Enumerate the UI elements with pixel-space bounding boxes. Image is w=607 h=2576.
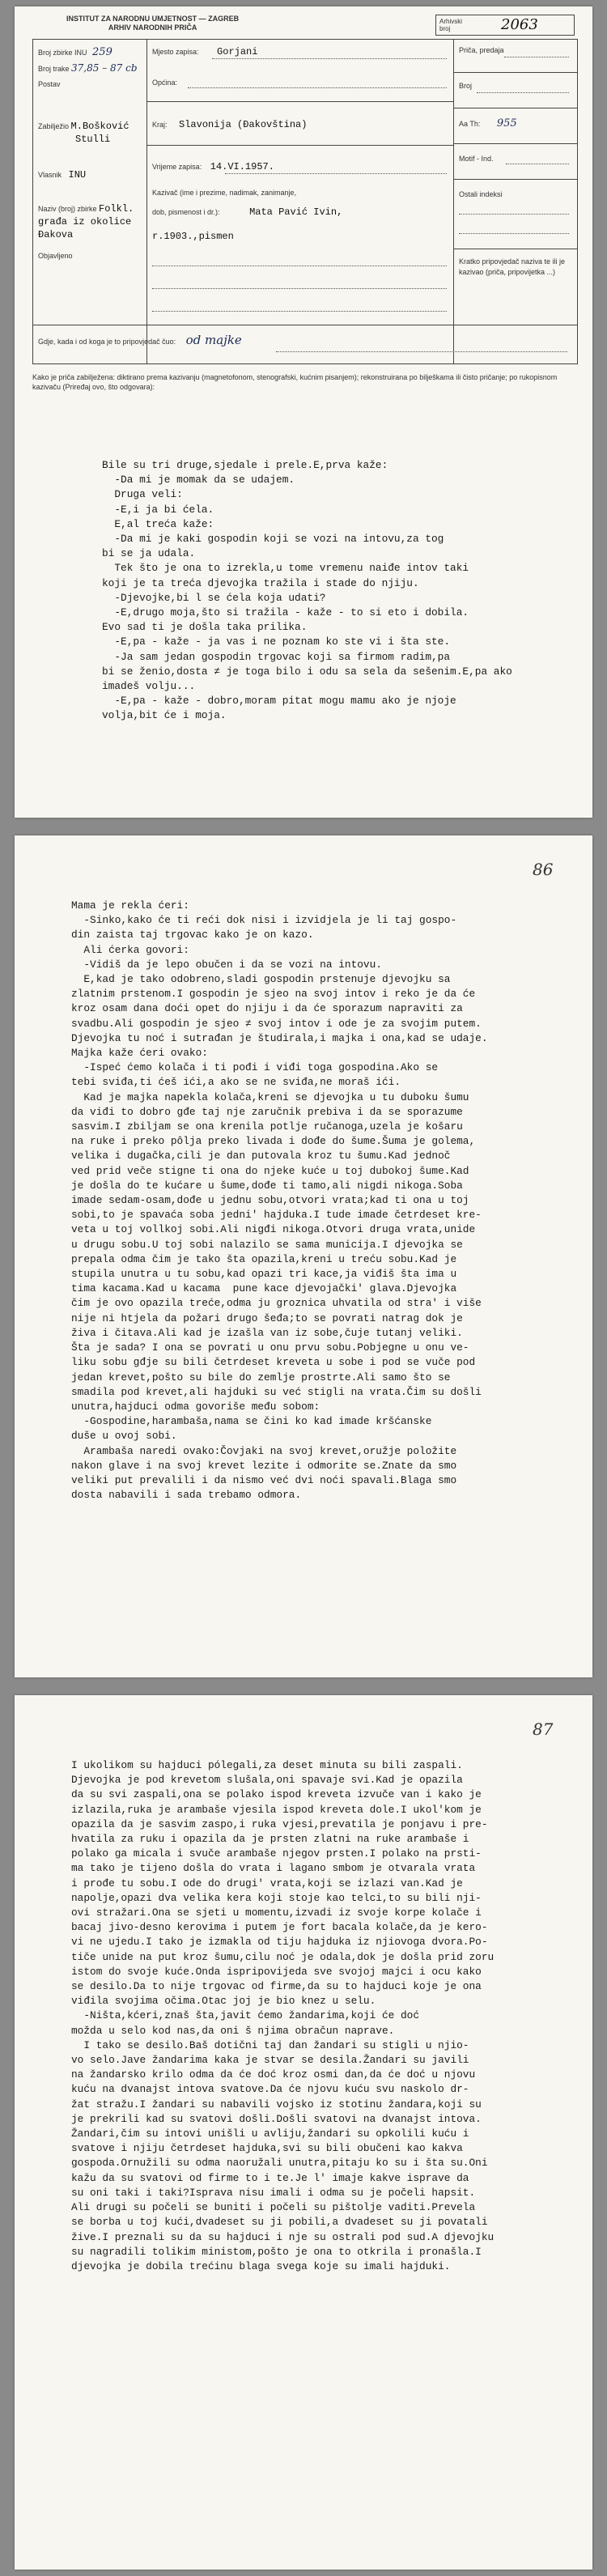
naziv-label: Naziv (broj) zbirke [38,205,97,213]
archive-number-box [435,15,575,36]
vrijeme-label: Vrijeme zapisa: [152,163,202,171]
archive-label: Arhivski [439,18,463,25]
form-column-center [147,40,454,363]
motiv-label: Motif - Ind. [459,155,494,163]
kraj-value: Slavonija (Đakovština) [179,119,308,130]
recording-note: Kako je priča zabilježena: diktirano prema kazivanju (magnetofonom, stenografski, kućnim pisanjem); rekonstruirana po bilješkama ili čisto pričanje; po rukopisnom kazivaču (Priređaj ovo, što odgovara): [32,373,558,391]
trake-value: 37,85 – 87 cb [71,62,138,74]
form-column-left [33,40,147,363]
document-page-2 [15,835,592,1677]
archive-name: ARHIV NARODNIH PRIČA [108,23,197,32]
kratko-label: Kratko pripovjedač naziva te ili je kazivao (priča, pripovijetka ...) [459,257,566,276]
mjesto-value: Gorjani [217,46,258,57]
mjesto-label: Mjesto zapisa: [152,48,199,56]
objavljeno-label: Objavljeno [38,252,73,260]
aath-label: Aa Th: [459,120,481,128]
document-page-3 [15,1695,592,2570]
page-number-87: 87 [533,1719,554,1739]
postav-label: Postav [38,80,61,88]
broj-label: Broj [459,82,473,90]
trake-label: Broj trake [38,65,70,73]
gdje-label: Gdje, kada i od koga je to pripovjedač čuo: [38,338,176,346]
naziv-value: Folkl. [99,203,134,215]
institute-header [66,15,239,32]
form-column-right [454,40,577,363]
kazivac-value: Mata Pavić Ivin, [249,206,343,218]
kazivac-value-2: r.1903.,pismen [152,231,234,242]
document-page-1 [15,6,592,818]
opcina-label: Općina: [152,79,178,87]
prica-label: Priča, predaja [459,46,504,54]
gdje-value: od majke [185,333,242,347]
kraj-label: Kraj: [152,121,168,129]
story-text-page-2: Mama je rekla ćeri: -Sinko,kako će ti reći dok nisi i izvidjela je li taj gospo- din zaista taj trgovac kako je on kazo. Ali ćerka govori: -Vidiš da je lepo obučen i da se vozi na intovu. E,kad je tako odobreno,sladi gospodin prstenuje djevojku sa zlatnim prstenom.I gospodin je sjeo na svoj intov i reko je da će kroz osam dana doći opet do njiju i da će sporazum napraviti za svadbu.Ali gospodin je sjeo ≠ svoj intov i ode je za svojim putem. Djevojka tu noć i sutrađan je študirala,i majka i ona,kad se udaje. Majka kaže ćeri ovako: -Ispeć ćemo kolača i ti pođi i viđi toga gospodina.Ako se tebi sviđa,ti ćeš ići,a ako se ne sviđa,ne moraš ići. Kad je majka napekla kolača,kreni se djevojka u tu duboku šumu da viđi to dobro gđe taj nje zaručnik prebiva i da se sporazume sasvim.I zbiljam se ona krenila potlje ručanoga,uzela je košaru na ruke i preko pôlja preko livada i dođe do šume.Šuma je golema, velika i dugačka,cili je dan putovala kroz tu šumu.Kad jednoč ved prid veče stigne ti ona do njeke kuće u toj dubokoj šume.Kad je došla do te kućare u šume,dođe ti tamo,ali nigdi nikoga.Soba imade sedam-osam,dođe u jednu sobu,otvori vrata;kad ti ona u toj sobi,to je spavaća soba jedni' hajduka.I tude imade četrdeset kre- veta u toj vollkoj sobi.Ali nigđi nikoga.Otvori druga vrata,unide u drugu sobu.U toj sobi nalazilo se sama municija.I djevojka se prepala odma čim je tako šta opazila,kreni u treću sobu.Kad je stupila unutra u tu sobu,kad opazi tri kace,ja viđiš šta ima u tima kacama.Kad u kacama pune kace djevojački' glava.Djevojka čim je ovo opazila treće,odma ju groznica uhvatila od stra' i više nije ni htjela da požari drugo šeđa;to se povrati natrag dok je živa i čitava.Ali kad je izašla van iz sobe,čuje tutanj veliki. Šta je sada? I ona se povrati u onu prvu sobu.Pobjegne u onu ve- liku sobu gđje su bili četrdeset kreveta u sobe i pod se vuče pod jedan krevet,pošto su bile do zemlje prostrte.Ali samo što se smadila pod krevet,ali hajduki su već stigli na vrata.Čim su došli unutra,hajduci odma govoriše među sobom: -Gospodine,harambaša,nama se čini ko kad imade kršćanske duše u ovoj sobi. Arambaša naredi ovako:Čovjaki na svoj krevet,oružje položite nakon glave i na svoj krevet lezite i odmorite se.Znate da smo veliki put prevalili i da nismo već dvi noći spavali.Blaga smo dosta nabavili i sada trebamo odmora. [71,899,488,1502]
archive-label-2: broj [439,25,451,32]
archive-number: 2063 [501,16,538,33]
story-text-page-3: I ukolikom su hajduci pólegali,za deset minuta su bili zaspali. Djevojka je pod krevetom slušala,oni spavaje svi.Kad je opazila da su svi zaspali,ona se polako ispod kreveta izvuče van i kako je izlazila,ruka je arambaše vjesila ispod kreveta dole.I ukol'kom je opazila da je sasvim zaspo,i ruka vjesi,prevatila je ponjavu i pre- hvatila za ruku i opazila da je prsten zlatni na ruke arambaše i polako ga micala i svuče arambaše njegov prsten.I polako na prsti- ma tako je tijeno došla do vrata i lagano smbom je otvarala vrata i prođe tu sobu.I ode do drugi' vrata,koji se izlazi van.Kad je napolje,opazi dva velika kera koji stoje kao telci,to su bili nji- ovi stražari.Ona se sjeti u momentu,izvadi iz svoje korpe kolače i bacaj jivo-desno kerovima i putem je fort bacala kolače,da je kero- vi ne ujedu.I tako je izmakla od tiju hajduka iz njiovoga dvora.Po- tiče unide na put kroz šumu,cilu noć je odala,dok je došla prid zoru istom do svoje kuće.Onda ispripovijeda sve svojoj majci i ocu kako se desilo.Da to nije trgovac od firme,da su to hajduci koje je ona viđila svojima očima.Otac joj je bio knez u selu. -Ništa,kćeri,znaš šta,javit ćemo žandarima,koji će doć možda u selo kod nas,da oni š njima obračun naprave. I tako se desilo.Baš dotični taj dan žandari su stigli u njio- vo selo.Jave žandarima kaka je stvar se desila.Žandari su javili na žandarsko krilo odma da će doć kroz osmi dan,da će doć u njovu kuću na dvanajst intova svatove.Da će njovu kuću svu naskolo dr- žat stražu.I žandari su nabavili vojsko iz stotinu žandara,koji su je prekrili kad su svatovi došli.Došli svatovi na dvanajst intova. Žandari,čim su intovi unišli u avliju,žandari su opkolili kuću i svatove i njiju četrdeset hajduka,svi su bili obučeni kao kakva gospoda.Ornužili su odma naoružali unutra,pitaju ko su i šta su.Oni kažu da su svatovi od firme to i te.Je l' imaje kakve isprave da su oni taki i taki?Isprava nisu imali i odma su je počeli hapsit. Ali drugi su počeli se buniti i počeli su pištolje vaditi.Prevela se borba u toj kući,dvadeset su ji pobili,a dvadeset su ji povatali žive.I preznali su da su hajduci i nje su ostrali pod sud.A djevojku su nagradili tolikim ministom,pošto je ona to otkrila i pronašla.I djevojka je dobila trećinu blaga svega koje su imali hajduki. [71,1759,495,2272]
zabiljezio-label: Zabilježio [38,122,70,130]
zabiljezio-value-2: Stulli [75,134,111,145]
naziv-value-3: Đakova [38,229,74,240]
institute-name: INSTITUT ZA NARODNU UMJETNOST — ZAGREB [66,15,240,23]
zbirka-value: 259 [92,46,112,58]
vlasnik-label: Vlasnik [38,171,62,179]
aath-value: 955 [496,117,517,130]
zabiljezio-value: M.Bošković [70,121,129,132]
vlasnik-value: INU [68,169,87,181]
story-text-page-1: Bile su tri druge,sjedale i prele.E,prva kaže: -Da mi je momak da se udajem. Druga veli: -E,i ja bi ćela. E,al treća kaže: -Da mi je kaki gospodin koji se vozi na intovu,za tog bi se ja udala. Tek što je ona to izrekla,u tome vremenu naiđe intov taki koji je ta treća djevojka tražila i stade do njiju. -Djevojke,bi l se ćela koja udati? -E,drugo moja,što si tražila - kaže - to si eto i dobila. Evo sad ti je došla taka prilika. -E,pa - kaže - ja vas i ne poznam ko ste vi i šta ste. -Ja sam jedan gospodin trgovac koji sa firmom radim,pa bi se ženio,dosta ≠ je toga bilo i odu sa sela da sešenim.E,pa ako imadeš volju... -E,pa - kaže - dobro,moram pitat mogu mamu ako je njoje volja,bit će i moja. [102,459,512,722]
zbirka-label: Broj zbirke INU [38,49,87,57]
naziv-value-2: građa iz okolice [38,216,132,227]
catalog-form [32,39,578,364]
kazivac-label-2: dob, pismenost i dr.): [152,208,220,216]
kazivac-label: Kazivač (ime i prezime, nadimak, zanimanje, [152,189,297,197]
page-number-86: 86 [533,860,554,879]
vrijeme-value: 14.VI.1957. [210,161,274,172]
ostali-label: Ostali indeksi [459,190,503,198]
